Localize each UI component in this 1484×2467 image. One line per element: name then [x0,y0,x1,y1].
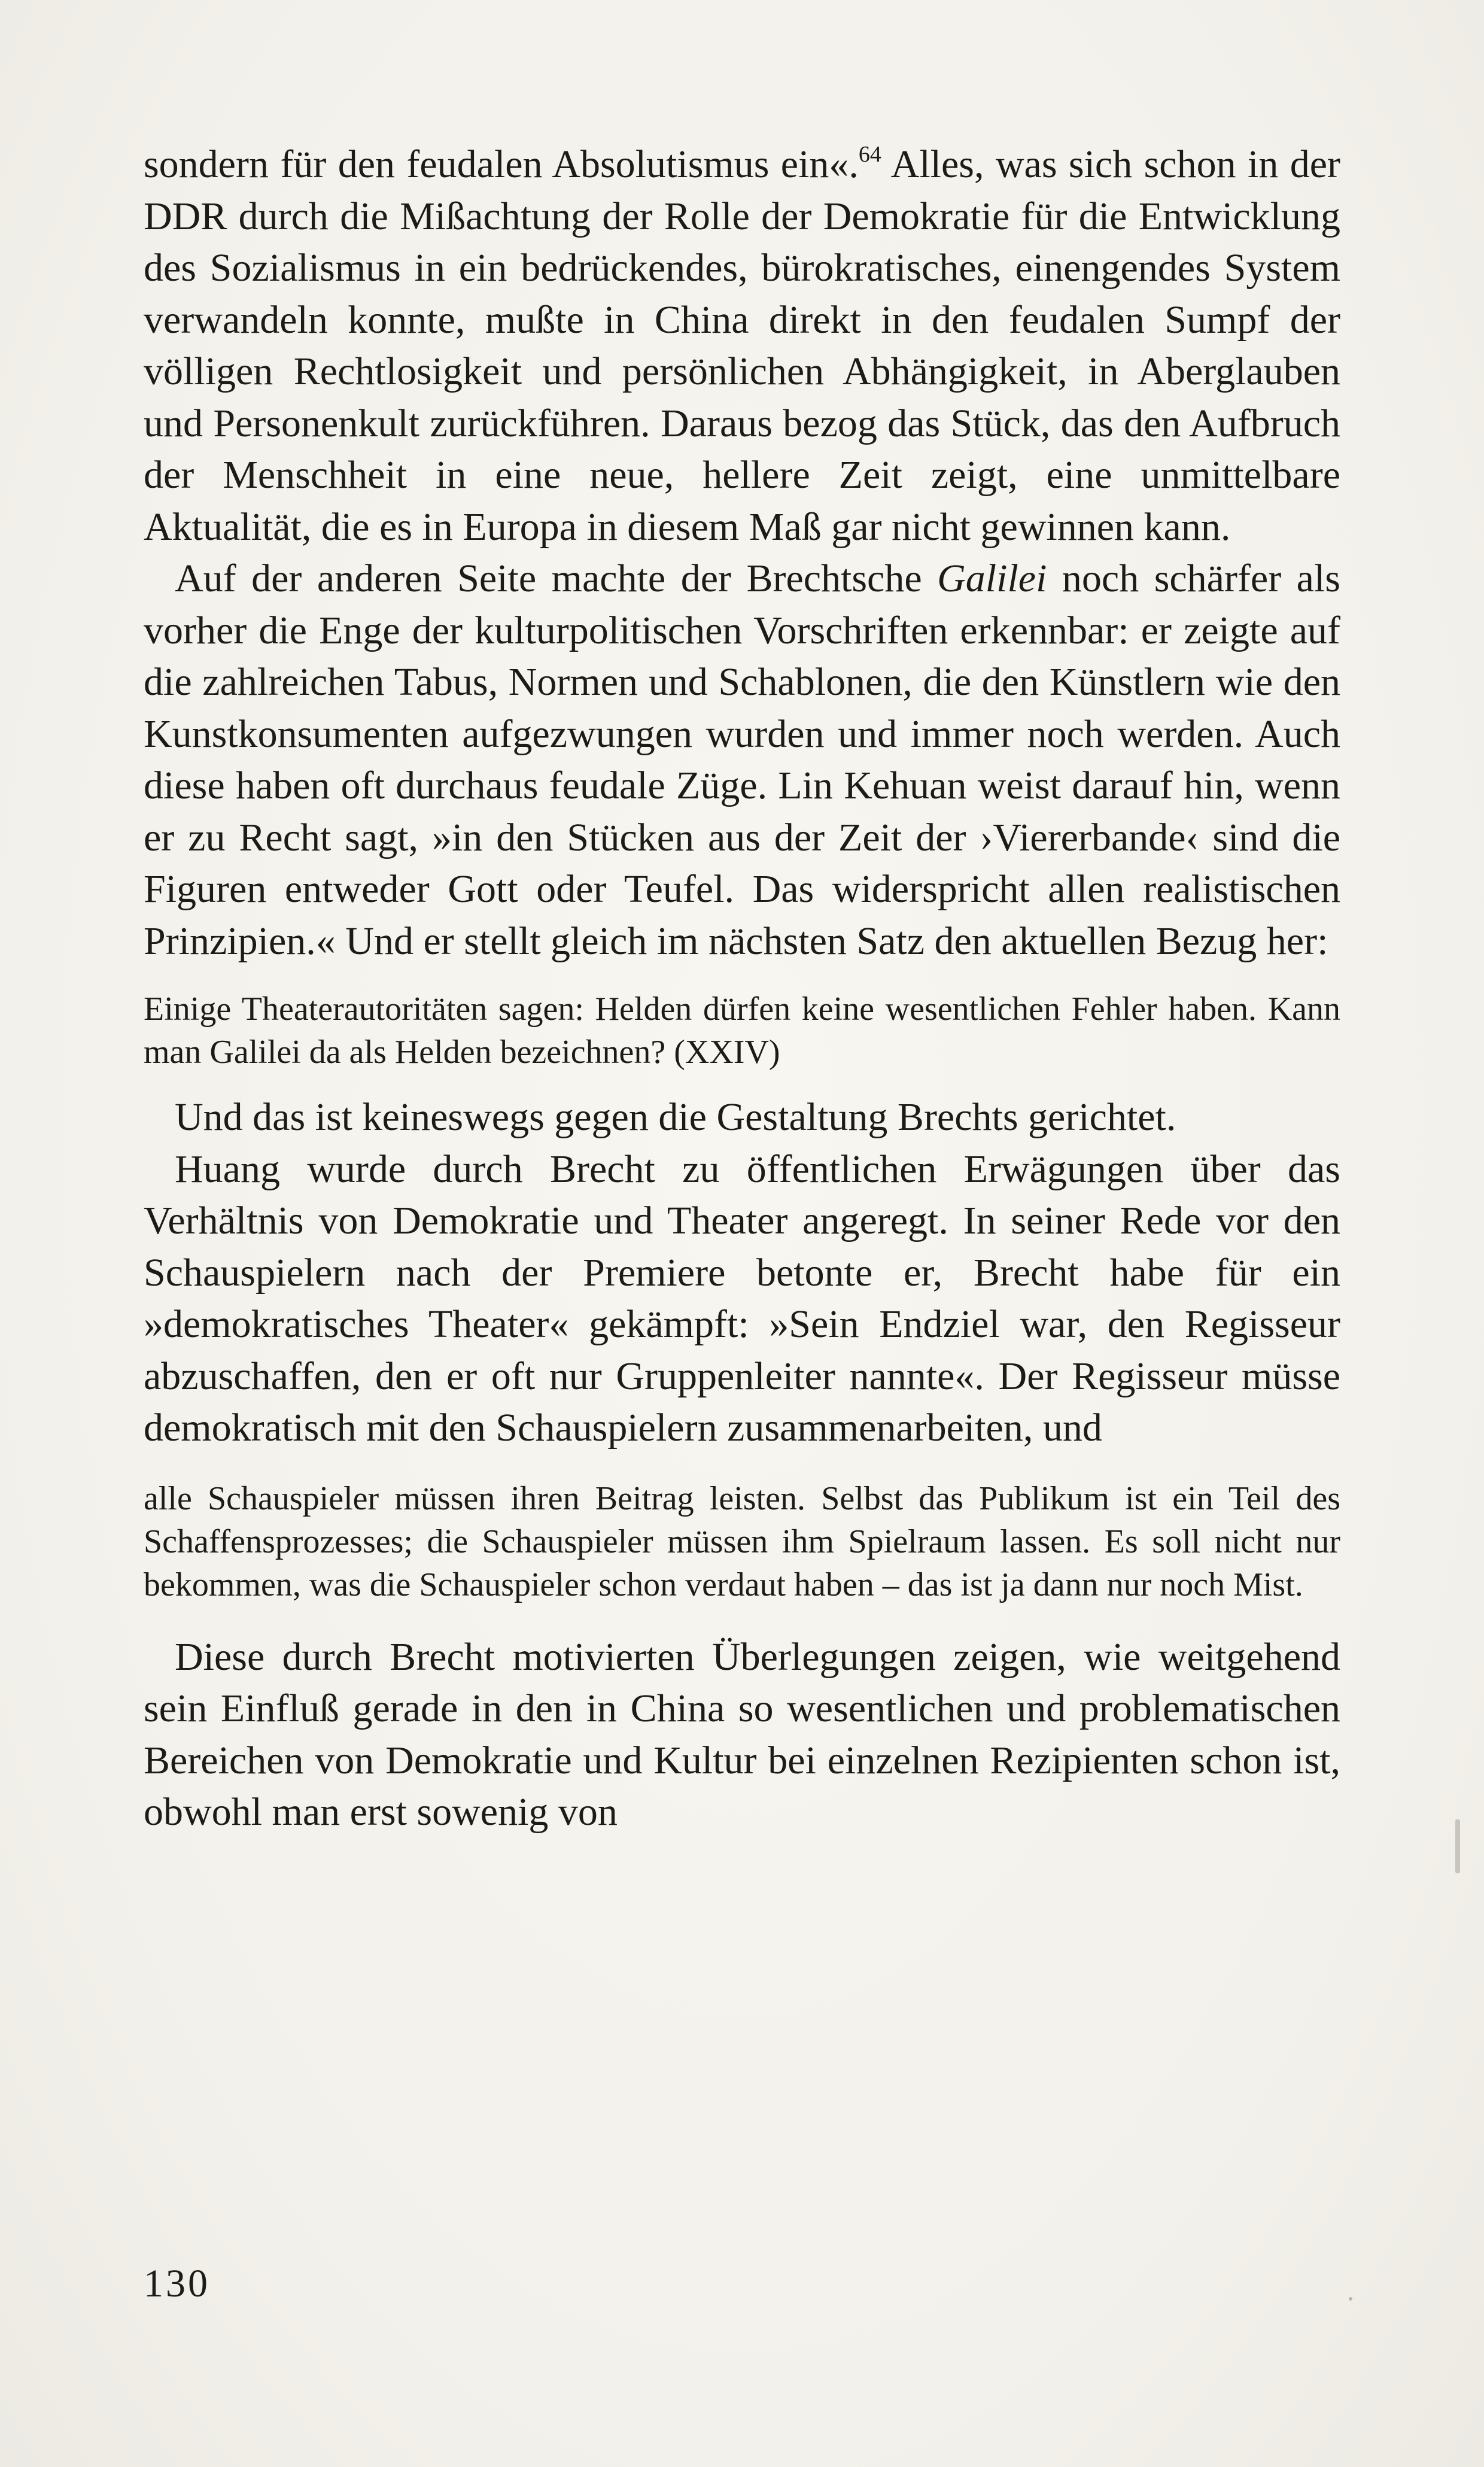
paper-speck [1349,2297,1352,2301]
footnote-reference: 64 [858,142,881,167]
paragraph-2-text-end: noch schärfer als vorher die Enge der kulturpolitischen Vorschriften erkennbar: er zeigte auf die zahlreichen Tabus, Normen und Schablonen, die den Künstlern wie den Kunstkonsumenten aufgezwungen wurden und immer noch werden. Auch diese haben oft durchaus feudale Züge. Lin Kehuan weist darauf hin, wenn er zu Recht sagt, »in den Stücken aus der Zeit der ›Viererbande‹ sind die Figuren entweder Gott oder Teufel. Das widerspricht allen realistischen Prinzipien.« Und er stellt gleich im nächsten Satz den aktuellen Bezug her: [144,557,1340,963]
page-edge-mark [1455,1819,1460,1873]
block-quote-1: Einige Theaterautoritäten sagen: Helden dürfen keine wesentlichen Fehler haben. Kann man Galilei da als Helden bezeichnen? (XXIV) [144,991,1340,1071]
block-quote-2: alle Schauspieler müssen ihren Beitrag leisten. Selbst das Publikum ist ein Teil des Schaffensprozesses; die Schauspieler müssen ihm Spielraum lassen. Es soll nicht nur bekommen, was die Schauspieler schon verdaut haben – das ist ja dann nur noch Mist. [144,1479,1340,1603]
paragraph-4: Huang wurde durch Brecht zu öffentlichen Erwägungen über das Verhältnis von Demokratie und Theater angeregt. In seiner Rede vor den Schauspielern nach der Premiere betonte er, Brecht habe für ein »demokratisches Theater« gekämpft: »Sein Endziel war, den Regisseur abzuschaffen, den er oft nur Gruppenleiter nannte«. Der Regisseur müsse demokratisch mit den Schauspielern zusammenarbeiten, und [144,1147,1340,1450]
paragraph-5: Diese durch Brecht motivierten Überlegungen zeigen, wie weitgehend sein Einfluß gerade in den in China so wesentlichen und problematischen Bereichen von Demokratie und Kultur bei einzelnen Rezipienten schon ist, obwohl man erst sowenig von [144,1634,1340,1834]
paragraph-2 [144,553,1340,967]
page-number: 130 [144,2262,210,2305]
paragraph-1-text-end: Alles, was sich schon in der DDR durch die Mißachtung der Rolle der Demokratie für die Entwicklung des Sozialismus in ein bedrückendes, bürokratisches, einengendes System verwandeln konnte, mußte in China direkt in den feudalen Sumpf der völligen Rechtlosigkeit und persönlichen Abhängigkeit, in Aberglauben und Personenkult zurückführen. Daraus bezog das Stück, das den Aufbruch der Menschheit in eine neue, hellere Zeit zeigt, eine unmittelbare Aktualität, die es in Europa in diesem Maß gar nicht gewinnen kann. [144,142,1340,549]
paragraph-1 [144,139,1340,553]
work-title-galilei: Galilei [937,557,1047,600]
body-text [144,139,1340,1839]
paragraph-2-text-start: Auf der anderen Seite machte der Brechtsche [175,557,938,600]
paragraph-1-text-start: sondern für den feudalen Absolutismus ein«. [144,142,859,186]
paragraph-3: Und das ist keineswegs gegen die Gestaltung Brechts gerichtet. [175,1095,1176,1139]
